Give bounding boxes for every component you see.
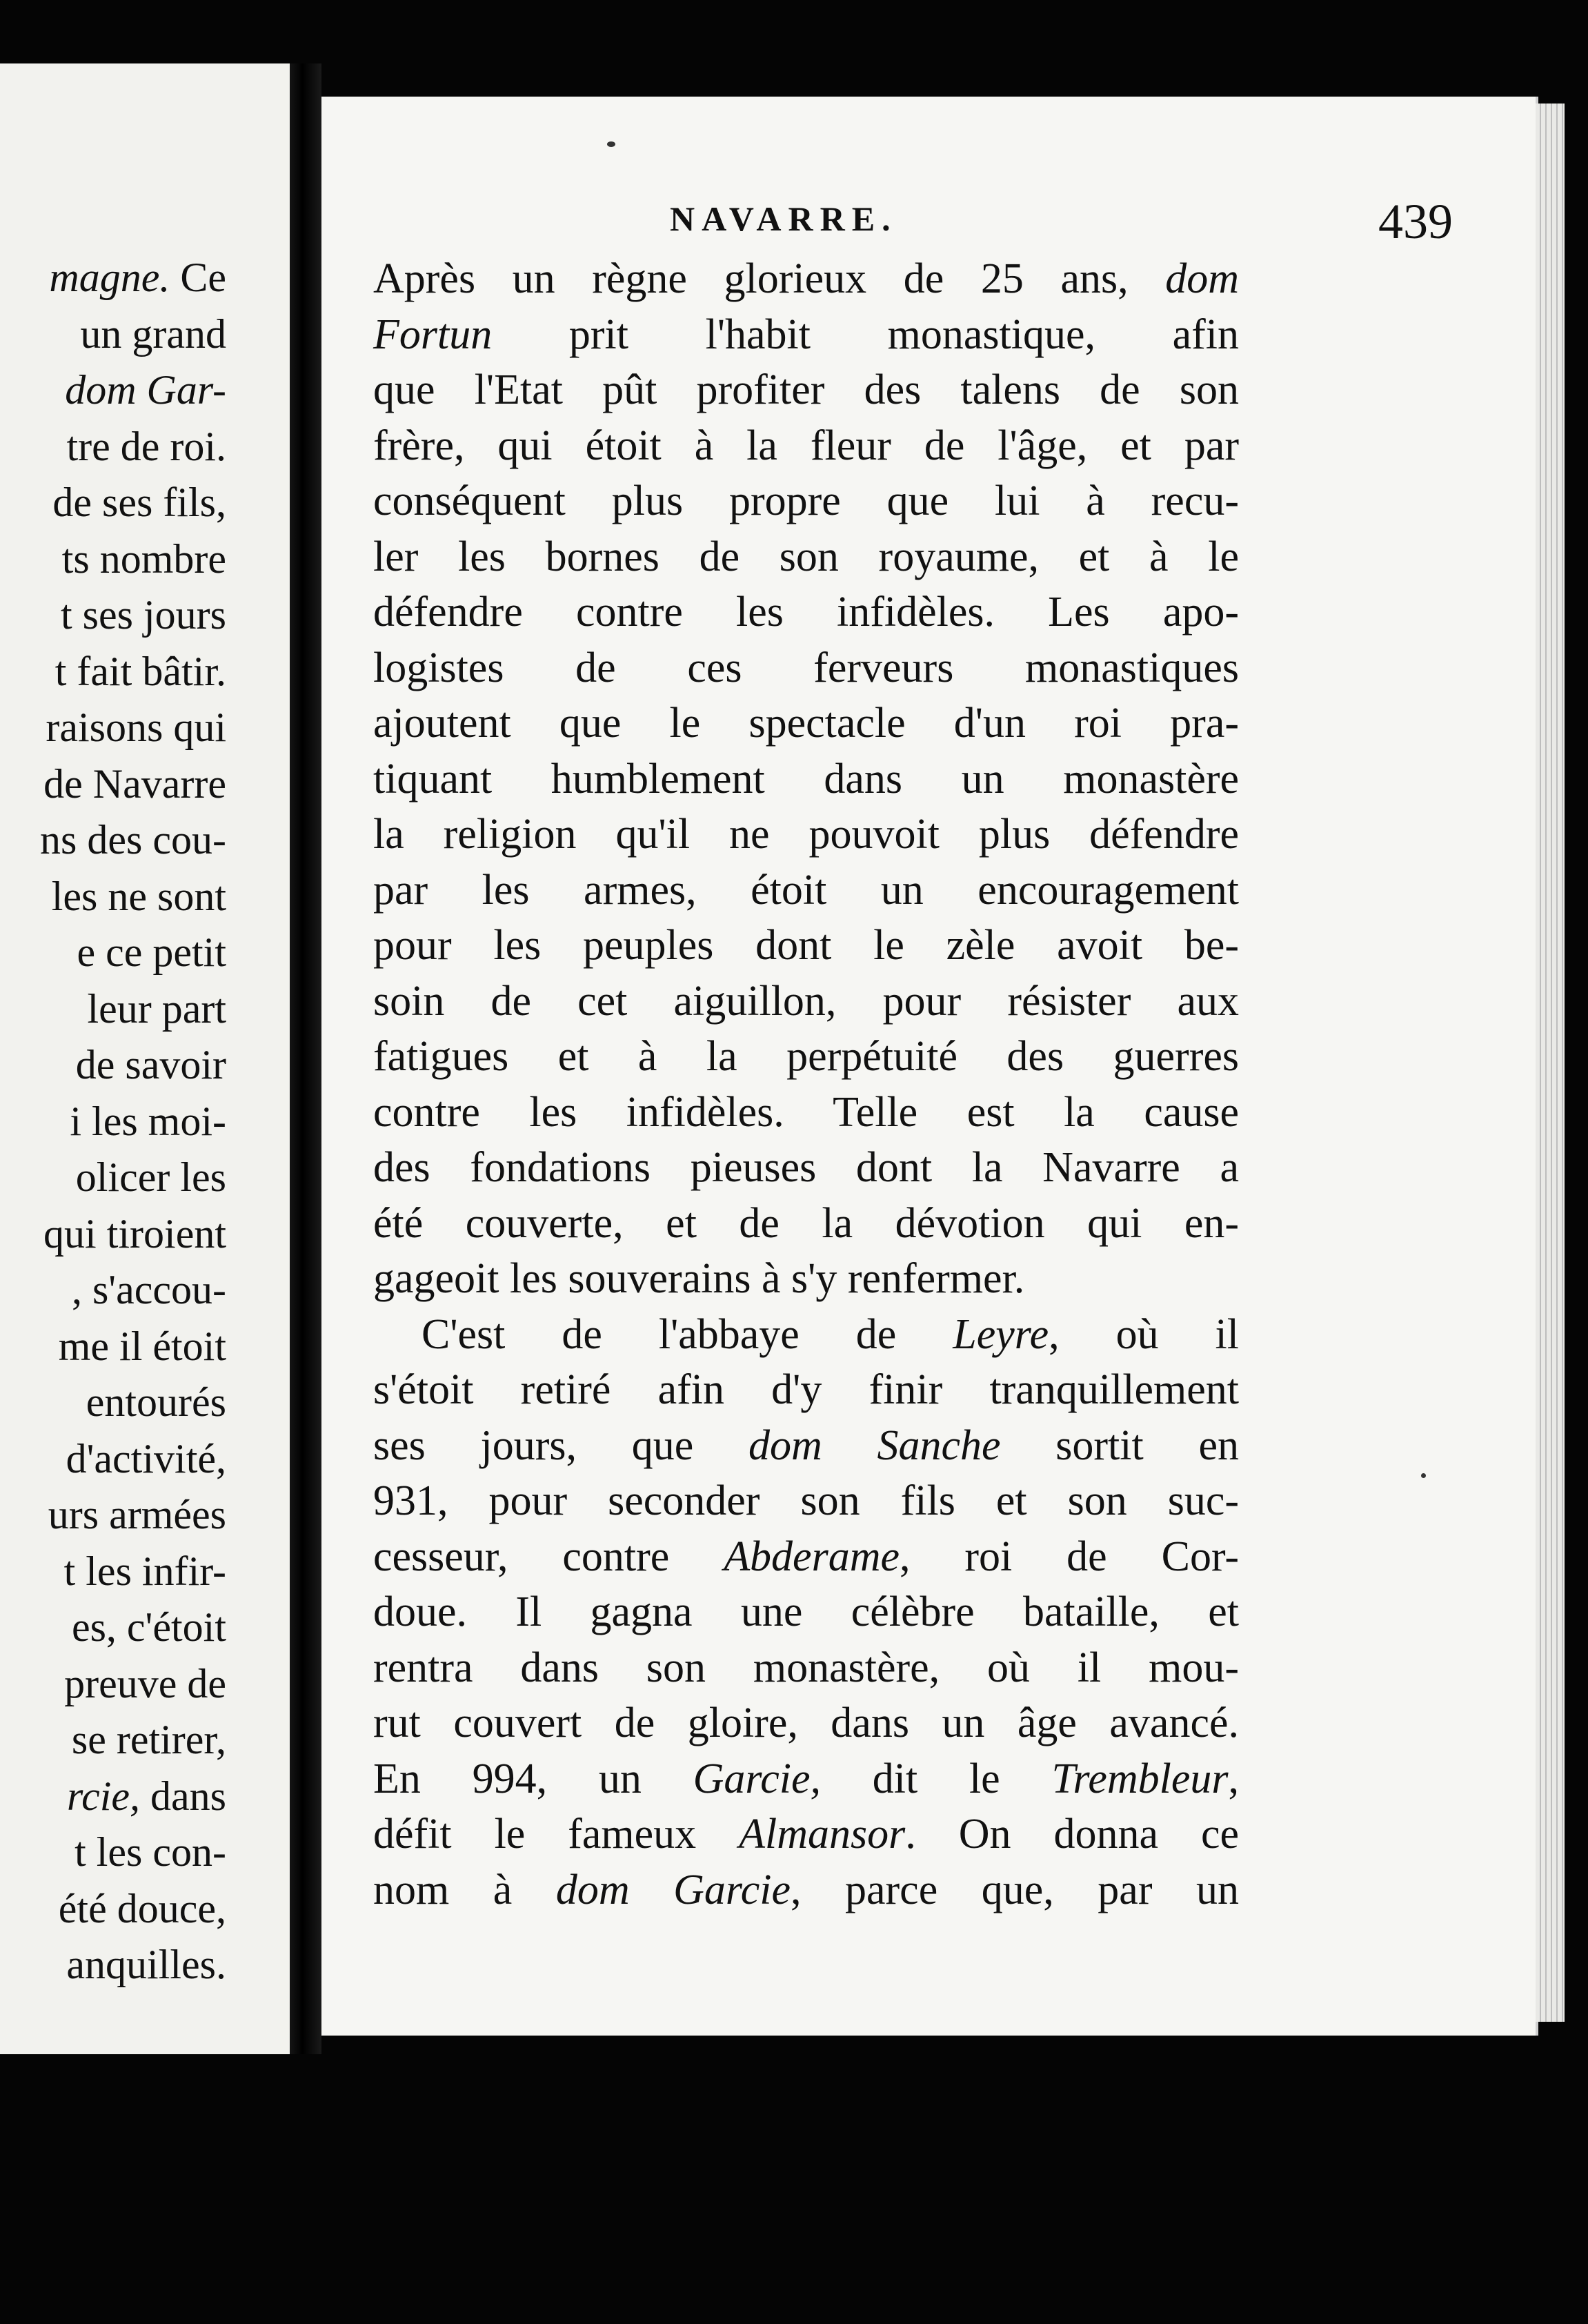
text-run: que l'Etat pût profiter des talens de son (373, 366, 1239, 413)
italic-run: rcie, (66, 1773, 141, 1819)
book-gutter (290, 63, 321, 2054)
text-run: t fait bâtir. (54, 648, 226, 694)
body-line (373, 918, 1239, 974)
text-run: fatigues et à la perpétuité des guerres (373, 1033, 1239, 1080)
italic-run: Garcie, (693, 1755, 821, 1802)
text-run: Ce (170, 255, 226, 300)
italic-run: Fortun (373, 311, 493, 358)
previous-page-line (0, 1375, 226, 1431)
running-head: NAVARRE. (670, 199, 897, 238)
previous-page-line (0, 250, 226, 306)
text-run: contre les infidèles. Telle est la cause (373, 1088, 1239, 1136)
previous-page-line (0, 1319, 226, 1375)
previous-page-line (0, 1712, 226, 1769)
text-run: cesseur, contre (373, 1533, 724, 1580)
text-run: de savoir (75, 1042, 226, 1087)
previous-page-line (0, 644, 226, 700)
text-run: ns des cou- (40, 817, 226, 863)
text-run: sortit en (1000, 1421, 1239, 1469)
text-run: urs armées (48, 1492, 226, 1537)
body-line (373, 863, 1239, 918)
text-run: ses jours, que (373, 1421, 748, 1469)
text-run: raisons qui (46, 705, 226, 750)
italic-run: Almansor (739, 1811, 906, 1858)
text-run: e ce petit (77, 929, 226, 975)
text-run: les ne sont (51, 873, 226, 919)
ink-speck (1421, 1473, 1426, 1478)
previous-page-line (0, 1150, 226, 1206)
previous-page-line (0, 1656, 226, 1713)
text-run: de Navarre (43, 760, 226, 807)
text-run: leur part (87, 985, 226, 1032)
body-line (373, 1251, 1239, 1307)
text-run: ajoutent que le spectacle d'un roi pra- (373, 700, 1239, 747)
body-line (373, 974, 1239, 1030)
text-run: anquilles. (66, 1942, 226, 1987)
text-run: de ses fils, (52, 480, 226, 525)
body-line (373, 1418, 1239, 1474)
text-run: logistes de ces ferveurs monastiques (373, 644, 1239, 691)
italic-run: Trembleur (1051, 1755, 1229, 1802)
body-line (373, 1140, 1239, 1196)
previous-page-text (0, 250, 226, 1993)
body-line (373, 751, 1239, 807)
body-line (373, 640, 1239, 696)
text-run: i les moi- (70, 1098, 226, 1144)
body-line (373, 362, 1239, 418)
previous-page-line (0, 587, 226, 644)
body-line (373, 307, 1239, 363)
text-run: , où il (1049, 1310, 1240, 1358)
body-line (373, 584, 1239, 640)
previous-page-line (0, 1206, 226, 1263)
text-run: rentra dans son monastère, où il mou- (373, 1644, 1239, 1691)
previous-page-line (0, 475, 226, 531)
body-line (373, 473, 1239, 529)
body-line (373, 1196, 1239, 1252)
body-line (373, 1751, 1239, 1807)
italic-run: dom Garcie (555, 1866, 791, 1913)
body-line (373, 1362, 1239, 1418)
previous-page-line (0, 1262, 226, 1319)
previous-page-line (0, 306, 226, 363)
italic-run: Abderame (724, 1533, 900, 1580)
text-run: ts nombre (61, 535, 226, 582)
previous-page-line (0, 869, 226, 925)
body-line (373, 696, 1239, 751)
previous-page-line (0, 531, 226, 588)
text-run: gageoit les souverains à s'y renfermer. (373, 1255, 1025, 1302)
previous-page-line (0, 1431, 226, 1488)
previous-page-line (0, 925, 226, 981)
text-run: ler les bornes de son royaume, et à le (373, 533, 1239, 580)
text-run: entourés (86, 1379, 226, 1425)
text-run: olicer les (75, 1154, 226, 1200)
text-run: tre de roi. (66, 423, 226, 469)
text-run: prit l'habit monastique, afin (492, 311, 1239, 358)
text-run: tiquant humblement dans un monastère (373, 755, 1239, 802)
text-run: défendre contre les infidèles. Les apo- (373, 589, 1239, 636)
text-run: la religion qu'il ne pouvoit plus défendre (373, 811, 1239, 858)
body-line (373, 1862, 1239, 1918)
text-run: s'étoit retiré afin d'y finir tranquillement (373, 1366, 1239, 1413)
text-run: es, c'étoit (71, 1604, 226, 1650)
previous-page-line (0, 1881, 226, 1938)
text-run: été couverte, et de la dévotion qui en- (373, 1199, 1239, 1247)
italic-run: magne. (49, 255, 170, 300)
text-run: , (1228, 1755, 1239, 1802)
text-run: doue. Il gagna une célèbre bataille, et (373, 1588, 1239, 1635)
previous-page-line (0, 362, 226, 419)
body-text (373, 251, 1239, 1918)
text-run: rut couvert de gloire, dans un âge avancé. (373, 1700, 1239, 1746)
text-run: dit le (821, 1755, 1052, 1802)
previous-page-line (0, 981, 226, 1038)
body-line (373, 251, 1239, 307)
previous-page-line (0, 700, 226, 756)
previous-page-line (0, 812, 226, 869)
body-line (373, 1029, 1239, 1085)
text-run: t les con- (75, 1829, 226, 1875)
body-line (373, 418, 1239, 474)
body-line (373, 1640, 1239, 1696)
body-line (373, 1085, 1239, 1141)
text-run: C'est de l'abbaye de (421, 1310, 953, 1358)
text-run: t ses jours (61, 592, 226, 638)
page-edge (1536, 104, 1565, 2022)
text-run: pour les peuples dont le zèle avoit be- (373, 922, 1239, 969)
italic-run: dom Sanche (748, 1421, 1001, 1469)
text-run: par les armes, étoit un encouragement (373, 866, 1239, 914)
text-run: nom à (373, 1866, 556, 1913)
previous-page-line (0, 1037, 226, 1094)
previous-page-line (0, 1937, 226, 1993)
text-run: preuve de (64, 1660, 226, 1706)
italic-run: dom Gar- (65, 367, 226, 413)
text-run: qui tiroient (43, 1210, 226, 1257)
page-number: 439 (1378, 194, 1453, 249)
text-run: défit le fameux (373, 1811, 740, 1858)
text-run: , parce que, par un (790, 1866, 1239, 1913)
text-run: , s'accou- (71, 1267, 226, 1312)
body-line (373, 1529, 1239, 1585)
current-page (321, 97, 1538, 2036)
italic-run: Leyre (953, 1310, 1049, 1358)
body-line (373, 529, 1239, 585)
text-run: frère, qui étoit à la fleur de l'âge, et par (373, 422, 1239, 469)
ink-speck (607, 141, 615, 147)
previous-page-line (0, 1769, 226, 1825)
body-line (373, 1307, 1239, 1363)
previous-page-line (0, 756, 226, 813)
text-run: d'activité, (66, 1435, 226, 1481)
text-run: t les infir- (63, 1548, 226, 1594)
text-run: conséquent plus propre que lui à recu- (373, 477, 1239, 524)
text-run: se retirer, (71, 1717, 226, 1762)
text-run: Après un règne glorieux de 25 ans, (373, 255, 1166, 302)
previous-page-line (0, 419, 226, 475)
previous-page-line (0, 1599, 226, 1656)
text-run: 931, pour seconder son fils et son suc- (373, 1477, 1239, 1524)
body-line (373, 1695, 1239, 1751)
text-run: , roi de Cor- (900, 1533, 1239, 1580)
text-run: été douce, (58, 1885, 226, 1931)
text-run: En 994, un (373, 1755, 693, 1802)
text-run: . On donna ce (905, 1811, 1239, 1858)
previous-page-line (0, 1824, 226, 1881)
text-run: des fondations pieuses dont la Navarre a (373, 1144, 1239, 1191)
text-run: un grand (80, 311, 226, 357)
body-line (373, 1806, 1239, 1862)
previous-page-line (0, 1544, 226, 1600)
italic-run: dom (1165, 255, 1239, 302)
body-line (373, 1584, 1239, 1640)
previous-page-fragment (0, 63, 290, 2054)
text-run: me il étoit (58, 1323, 226, 1369)
text-run: dans (140, 1773, 226, 1819)
text-run: soin de cet aiguillon, pour résister aux (373, 977, 1239, 1025)
body-line (373, 807, 1239, 863)
previous-page-line (0, 1487, 226, 1544)
body-line (373, 1473, 1239, 1529)
previous-page-line (0, 1094, 226, 1150)
